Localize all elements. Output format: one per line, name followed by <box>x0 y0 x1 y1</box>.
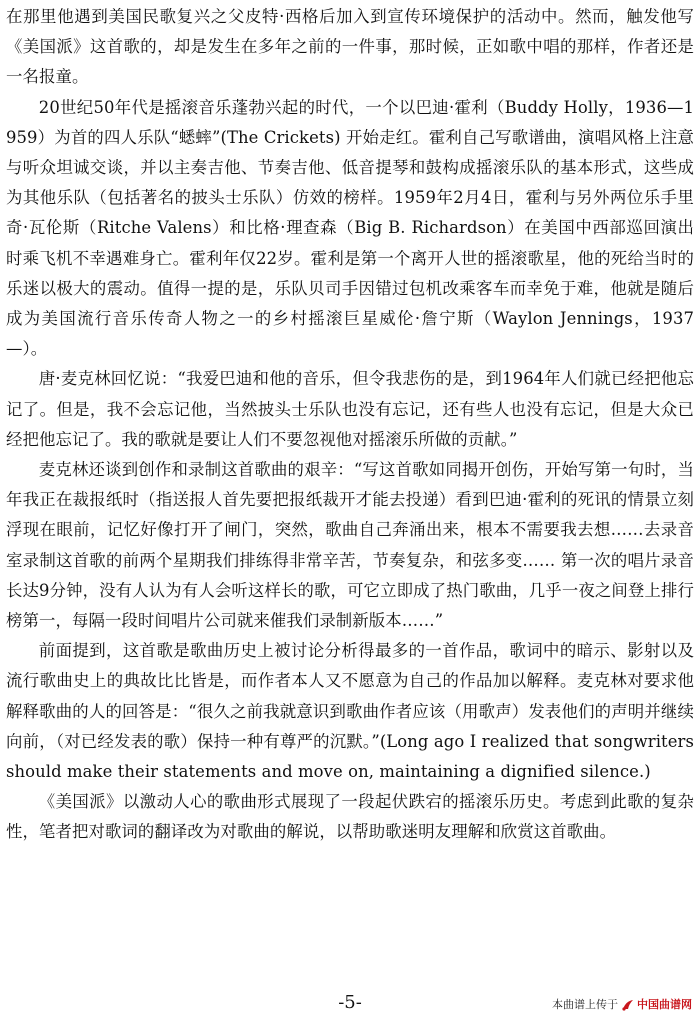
paragraph-4: 麦克林还谈到创作和录制这首歌曲的艰辛：“写这首歌如同揭开创伤，开始写第一句时，当年我正在裁报纸时（指送报人首先要把报纸裁开才能去投递）看到巴迪·霍利的死讯的情景立刻浮现在眼前，记忆好像打开了闸门，突然，歌曲自己奔涌出来，根本不需要我去想……去录音室录制这首歌的前两个星期我们排练得非常辛苦，节奏复杂，和弦多变…… 第一次的唱片录音长达9分钟，没有人认为有人会听这样长的歌，可它立即成了热门歌曲，几乎一夜之间登上排行榜第一，每隔一段时间唱片公司就来催我们录制新版本……” <box>6 460 694 631</box>
paragraph-6: 《美国派》以激动人心的歌曲形式展现了一段起伏跌宕的摇滚乐历史。考虑到此歌的复杂性，笔者把对歌词的翻译改为对歌曲的解说，以帮助歌迷明友理解和欣赏这首歌曲。 <box>6 792 694 842</box>
paragraph-2: 20世纪50年代是摇滚音乐蓬勃兴起的时代，一个以巴迪·霍利（Buddy Holly，1936—1959）为首的四人乐队“蟋蟀”(The Crickets) 开始走红。霍利自己写歌谱曲，演唱风格上注意与听众坦诚交谈，并以主奏吉他、节奏吉他、低音提琴和鼓构成摇滚乐队的基本形式，这些成为其他乐队（包括著名的披头士乐队）仿效的榜样。1959年2月4日，霍利与另外两位乐手里奇·瓦伦斯（Ritche Valens）和比格·理查森（Big B. Richardson）在美国中西部巡回演出时乘飞机不幸遇难身亡。霍利年仅22岁。霍利是第一个离开人世的摇滚歌星，他的死给当时的乐迷以极大的震动。值得一提的是，乐队贝司手因错过包机改乘客车而幸免于难，他就是随后成为美国流行音乐传奇人物之一的乡村摇滚巨星威伦·詹宁斯（Waylon Jennings，1937—）。 <box>6 97 694 359</box>
site-logo[interactable] <box>621 998 692 1012</box>
site-name: 中国曲谱网 <box>637 998 692 1011</box>
credit-prefix: 本曲谱上传于 <box>552 998 618 1011</box>
paragraph-3: 唐·麦克林回忆说：“我爱巴迪和他的音乐，但令我悲伤的是，到1964年人们就已经把他忘记了。但是，我不会忘记他，当然披头士乐队也没有忘记，还有些人也没有忘记，但是大众已经把他忘记了。我的歌就是要让人们不要忽视他对摇滚乐所做的贡献。” <box>6 369 694 449</box>
music-note-icon <box>621 999 635 1011</box>
upload-credit <box>552 998 692 1012</box>
page-number: -5- <box>338 992 362 1013</box>
document-page <box>6 2 694 1014</box>
paragraph-5: 前面提到，这首歌是歌曲历史上被讨论分析得最多的一首作品，歌词中的暗示、影射以及流行歌曲史上的典故比比皆是，而作者本人又不愿意为自己的作品加以解释。麦克林对要求他解释歌曲的人的回答是：“很久之前我就意识到歌曲作者应该（用歌声）发表他们的声明并继续向前，（对已经发表的歌）保持一种有尊严的沉默。”(Long ago I realized that songwriters should make their statements and move on, maintaining a dignified silence.) <box>6 641 694 782</box>
paragraph-1: 在那里他遇到美国民歌复兴之父皮特·西格后加入到宣传环境保护的活动中。然而，触发他写《美国派》这首歌的，却是发生在多年之前的一件事，那时候，正如歌中唱的那样，作者还是一名报童。 <box>6 7 694 87</box>
